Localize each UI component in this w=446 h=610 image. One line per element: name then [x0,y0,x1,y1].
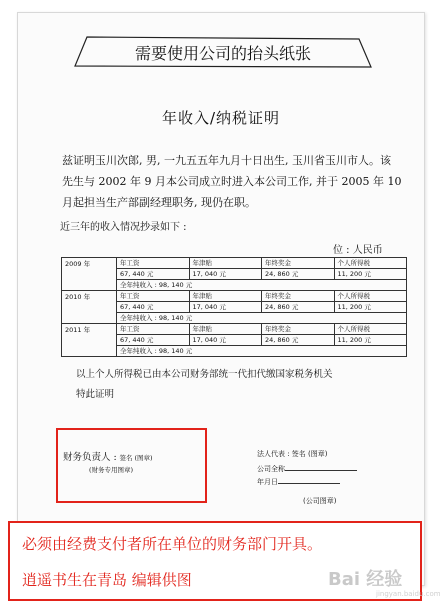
header-cell: 年工资 [117,324,190,335]
watermark-url: jingyan.baidu.com [376,590,441,598]
finance-stamp-note: (财务专用图章) [89,466,134,474]
year-cell: 2010 年 [62,291,117,324]
caption-line: 必须由经费支付者所在单位的财务部门开具。 [22,535,323,553]
value-cell: 11, 200 元 [334,269,407,280]
header-cell: 个人所得税 [334,324,407,335]
company-name-line [257,463,357,474]
document-title: 年收入/纳税证明 [161,109,281,127]
finance-signature-line [63,449,153,463]
income-table [61,257,407,357]
letter-page [17,12,425,586]
value-cell: 24, 860 元 [262,302,335,313]
tax-note [76,365,406,405]
date-label: 年月日 [257,478,278,486]
header-cell: 年终奖金 [262,258,335,269]
letterhead-banner [73,33,373,71]
value-cell: 24, 860 元 [262,269,335,280]
value-cell: 67, 440 元 [117,335,190,346]
legal-representative-line: 法人代表 : 签名 (图章) [257,450,328,458]
paragraph-line: 兹证明玉川次郎, 男, 一九五五年九月十日出生, 玉川省玉川市人。该 [62,154,391,167]
header-cell: 年津贴 [189,324,262,335]
header-cell: 年终奖金 [262,324,335,335]
value-cell: 67, 440 元 [117,269,190,280]
company-label: 公司全称 [257,465,285,473]
value-cell: 24, 860 元 [262,335,335,346]
table-row [62,324,407,335]
company-underline [285,463,357,471]
header-cell: 年津贴 [189,258,262,269]
table-row [62,291,407,302]
caption-line: 逍遥书生在青岛 编辑供图 [22,571,192,589]
value-cell: 11, 200 元 [334,302,407,313]
currency-unit: 位 : 人民币 [333,245,383,256]
header-cell: 年工资 [117,258,190,269]
date-line [257,476,340,487]
company-seal-note: (公司图章) [303,497,337,505]
finance-sign: 签名 (图章) [119,454,153,462]
finance-label: 财务负责人 : [63,452,117,463]
certificate-paragraph [62,150,402,213]
income-list-intro: 近三年的收入情况抄录如下 : [60,222,187,233]
value-cell: 17, 040 元 [189,269,262,280]
header-cell: 个人所得税 [334,291,407,302]
header-cell: 年工资 [117,291,190,302]
total-cell: 全年纯收入 : 98, 140 元 [117,280,407,291]
header-cell: 年津贴 [189,291,262,302]
paragraph-line: 先生与 2002 年 9 月本公司成立时进入本公司工作, 并于 2005 年 10 [62,175,402,188]
header-cell: 年终奖金 [262,291,335,302]
banner-text: 需要使用公司的抬头纸张 [134,43,311,63]
total-cell: 全年纯收入 : 98, 140 元 [117,313,407,324]
value-cell: 67, 440 元 [117,302,190,313]
year-cell: 2009 年 [62,258,117,291]
watermark-logo: Bai 经验 [328,569,403,590]
table-row [62,258,407,269]
date-underline [278,476,340,484]
note-line: 特此证明 [76,389,115,400]
header-cell: 个人所得税 [334,258,407,269]
total-cell: 全年纯收入 : 98, 140 元 [117,346,407,357]
paragraph-line: 月起担当生产部副经理职务, 现仍在职。 [62,196,256,209]
value-cell: 17, 040 元 [189,302,262,313]
note-line: 以上个人所得税已由本公司财务部统一代扣代缴国家税务机关 [76,369,333,380]
value-cell: 11, 200 元 [334,335,407,346]
value-cell: 17, 040 元 [189,335,262,346]
year-cell: 2011 年 [62,324,117,357]
